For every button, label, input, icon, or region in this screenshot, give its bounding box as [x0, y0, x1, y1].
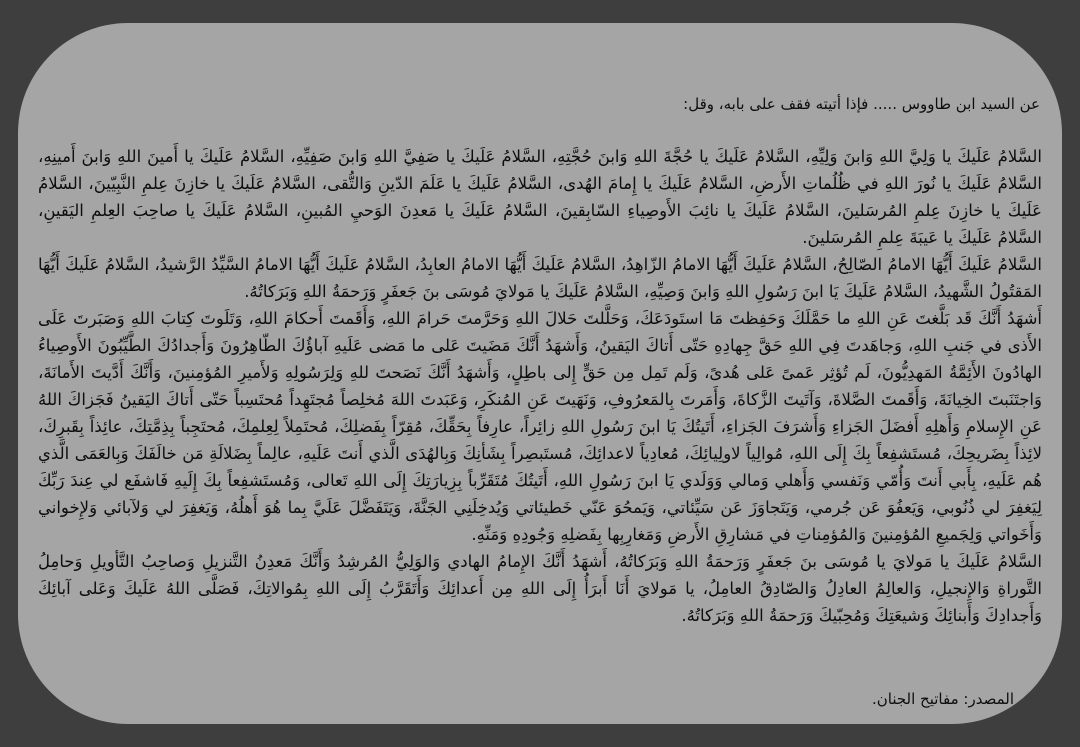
prayer-paragraph-2: السَّلامُ عَلَيكَ أَيُّهَا الامامُ الصّالِحُ، السَّلامُ عَلَيكَ أَيُّهَا الامامُ الزّاهِدُ، السَّلامُ عَلَيكَ أَيُّهَا الامامُ العابِدُ، السَّلامُ عَلَيكَ أَيُّهَا الامامُ السَّيِّدُ الرَّشيدُ، السَّلامُ عَلَيكَ أَيُّهَا المَقتُولُ الشَّهيدُ، السَّلامُ عَلَيكَ يَا ابنَ رَسُولِ اللهِ وَابنَ وَصِيِّهِ، السَّلامُ عَلَيكَ يا مَولايَ مُوسَى بنَ جَعفَرٍ وَرَحمَةُ اللهِ وَبَرَكاتُهُ. [38, 255, 1042, 301]
narration-header: عن السيد ابن طاووس ..... فإذا أتيته فقف على بابه، وقل: [683, 95, 1040, 113]
prayer-paragraph-3: أَشهَدُ أَنَّكَ قَد بَلَّغتَ عَنِ اللهِ ما حَمَّلَكَ وَحَفِظتَ مَا استَودَعَكَ، وَحَلَّلتَ حَلالَ اللهِ وَحَرَّمتَ حَرامَ اللهِ، وَأَقَمتَ أَحكامَ اللهِ، وَتَلَوتَ كِتابَ اللهِ وَصَبَرتَ عَلَى الأَذى في جَنبِ اللهِ، وَجاهَدتَ فِي اللهِ حَقَّ جِهادِهِ حَتّى أَتاكَ اليَقينُ، وَأَشهَدُ أَنَّكَ مَضَيتَ عَلى ما مَضى عَلَيهِ آباؤُكَ الطّاهِرُونَ وَأَجدادُكَ الطَّيِّبُونَ الأَوصِياءُ الهادُونَ الأَئِمَّةُ المَهدِيُّونَ، لَم تُؤثِر عَمىً عَلى هُدىً، وَلَم تَمِل مِن حَقٍّ إِلى باطِلٍ، وَأَشهَدُ أَنَّكَ نَصَحتَ للهِ وَلِرَسُولِهِ وَلأَميرِ المُؤمِنينَ، وَأَنَّكَ أَدَّيتَ الأَمانَةَ، وَاجتَنَبتَ الخِيانَةَ، وَأَقَمتَ الصَّلاةَ، وَآتَيتَ الزَّكاةَ، وَأَمَرتَ بِالمَعرُوفِ، وَنَهَيتَ عَنِ المُنكَرِ، وَعَبَدتَ اللهَ مُخلِصاً مُجتَهِداً مُحتَسِباً حَتّى أَتاكَ اليَقينُ فَجَزاكَ اللهُ عَنِ الإِسلامِ وَأَهلِهِ أَفضَلَ الجَزاءِ وَأَشرَفَ الجَزاءِ، أَتَيتُكَ يَا ابنَ رَسُولِ اللهِ زائِراً، عارِفاً بِحَقِّكَ، مُقِرّاً بِفَضلِكَ، مُحتَمِلاً لِعِلمِكَ، مُحتَجِباً بِذِمَّتِكَ، عائِذاً بِقَبرِكَ، لائِذاً بِضَريحِكَ، مُستَشفِعاً بِكَ إِلَى اللهِ، مُوالِياً لاولِيائِكَ، مُعادِياً لاعدائِكَ، مُستَبصِراً بِشَأنِكَ وَبِالهُدَى الَّذي أَنتَ عَلَيهِ، عالِماً بِضَلالَةِ مَن خالَفَكَ وَبِالعَمَى الَّذي هُم عَلَيهِ، بِأَبي أَنتَ وَأُمّي وَنَفسي وَأَهلي وَمالي وَوَلَدي يَا ابنَ رَسُولِ اللهِ، أَتَيتُكَ مُتَقَرِّباً بِزِيارَتِكَ إِلَى اللهِ تَعالى، وَمُستَشفِعاً بِكَ إِلَيهِ فَاشفَع لي عِندَ رَبِّكَ لِيَغفِرَ لي ذُنُوبي، وَيَعفُوَ عَن جُرمي، وَيَتَجاوَزَ عَن سَيِّئاتي، وَيَمحُوَ عَنّي خَطيئاتي وَيُدخِلَنِي الجَنَّةَ، وَيَتَفَضَّلَ عَلَيَّ بِما هُوَ أَهلُهُ، وَيَغفِرَ لي وَلآبائي وَلإِخواني وَأَخَواتي وَلِجَميعِ المُؤمِنينَ وَالمُؤمِناتِ في مَشارِقِ الأَرضِ وَمَغارِبِها بِفَضلِهِ وَجُودِهِ وَمَنِّهِ. [38, 309, 1042, 544]
prayer-paragraph-1: السَّلامُ عَلَيكَ يا وَلِيَّ اللهِ وَابنَ وَلِيِّهِ، السَّلامُ عَلَيكَ يا حُجَّةَ اللهِ وَابنَ حُجَّتِهِ، السَّلامُ عَلَيكَ يا صَفِيَّ اللهِ وَابنَ صَفِيِّهِ، السَّلامُ عَلَيكَ يا أَمينَ اللهِ وَابنَ أَمينِهِ، السَّلامُ عَلَيكَ يا نُورَ اللهِ في ظُلُماتِ الأَرضِ، السَّلامُ عَلَيكَ يا إِمامَ الهُدى، السَّلامُ عَلَيكَ يا عَلَمَ الدّينِ وَالتُّقى، السَّلامُ عَلَيكَ يا خازِنَ عِلمِ النَّبِيّينَ، السَّلامُ عَلَيكَ يا خازِنَ عِلمِ المُرسَلينَ، السَّلامُ عَلَيكَ يا نائِبَ الأَوصِياءِ السّابِقينَ، السَّلامُ عَلَيكَ يا مَعدِنَ الوَحيِ المُبينِ، السَّلامُ عَلَيكَ يا صاحِبَ العِلمِ اليَقينِ، السَّلامُ عَلَيكَ يا عَيبَةَ عِلمِ المُرسَلينَ. [38, 147, 1042, 247]
source-citation: المصدر: مفاتيح الجنان. [871, 690, 1014, 708]
text-panel [18, 23, 1062, 724]
prayer-text [38, 143, 1042, 629]
prayer-paragraph-4: السَّلامُ عَلَيكَ يا مَولايَ يا مُوسَى بنَ جَعفَرٍ وَرَحمَةُ اللهِ وَبَرَكاتُهُ، أَشهَدُ أَنَّكَ الإِمامُ الهادي وَالوَلِيُّ المُرشِدُ وَأَنَّكَ مَعدِنُ التَّنزيلِ وَصاحِبُ التَّأويلِ وَحامِلُ التَّوراةِ وَالإِنجيلِ، وَالعالِمُ العادِلُ وَالصّادِقُ العامِلُ، يا مَولايَ أَنَا أَبرَأُ إِلَى اللهِ مِن أَعدائِكَ وَأَتَقَرَّبُ إِلَى اللهِ بِمُوالاتِكَ، فَصَلَّى اللهُ عَلَيكَ وَعَلى آبائِكَ وَأَجدادِكَ وَأَبنائِكَ وَشيعَتِكَ وَمُحِبّيكَ وَرَحمَةُ اللهِ وَبَرَكاتُهُ. [38, 552, 1042, 625]
